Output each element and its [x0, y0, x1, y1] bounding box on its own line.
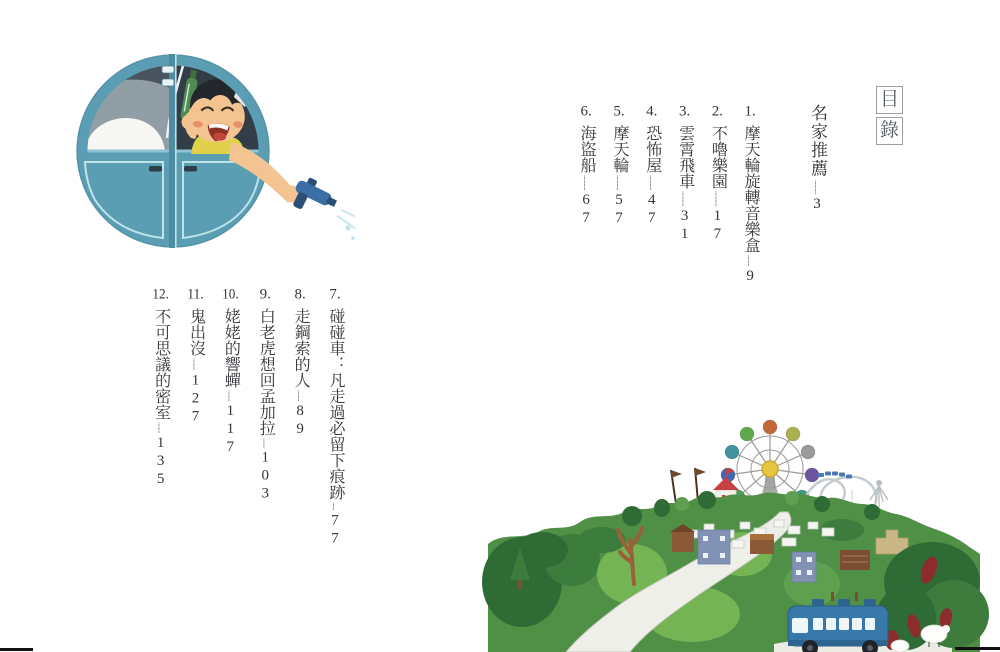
entry-page: 57 — [610, 192, 627, 229]
entry-title: 走鋼索的人 — [292, 308, 310, 388]
entry-title: 碰碰車：凡走過必留下痕跡 — [327, 308, 344, 500]
water-spray — [337, 210, 355, 264]
entry-title: 摩天輪旋轉音樂盒 — [742, 125, 760, 253]
leader-dots: ........... — [680, 191, 690, 207]
leader-dots: .......... — [813, 180, 822, 194]
toc-entry-recommend — [799, 104, 834, 286]
entry-number: 2. — [711, 104, 723, 119]
entry-page: 77 — [327, 512, 343, 549]
toc-title-char-1: 目 — [876, 86, 903, 114]
toc-entry-8 — [282, 287, 317, 548]
door-handle-left — [149, 166, 162, 172]
entry-number: 4. — [646, 104, 658, 119]
boy-watergun-porthole-illustration — [65, 38, 355, 268]
toc-entry-9 — [247, 287, 282, 548]
entry-number: 11. — [187, 287, 204, 302]
toc-left-page — [143, 287, 352, 548]
entry-title: 摩天輪 — [610, 125, 628, 173]
toc-entry-4 — [635, 104, 668, 286]
page-edge-line-right — [955, 647, 1000, 650]
toc-entry-1 — [733, 104, 766, 286]
entry-title: 不嚕樂園 — [709, 125, 727, 189]
toc-entry-2 — [701, 104, 734, 286]
entry-page: 67 — [578, 192, 595, 229]
toc-entry-6 — [569, 104, 602, 286]
leader-dots: ........ — [296, 390, 306, 401]
entry-page: 135 — [152, 435, 169, 489]
entry-page: 47 — [643, 192, 660, 229]
entry-number: 7. — [329, 287, 341, 302]
entry-number: 6. — [580, 104, 592, 119]
entry-number: 3. — [678, 104, 691, 119]
amusement-park-hill-illustration — [482, 412, 992, 652]
entry-title: 不可思議的密室 — [152, 308, 170, 420]
toc-entry-5 — [602, 104, 635, 286]
entry-title: 名家推薦 — [808, 104, 827, 178]
entry-page: 3 — [809, 195, 825, 214]
toc-entry-7 — [317, 287, 352, 548]
entry-page: 127 — [187, 372, 204, 427]
toc-title-char-2: 錄 — [876, 117, 903, 145]
entry-number: 1. — [744, 104, 756, 119]
entry-page: 9 — [742, 268, 759, 286]
toc-entry-3 — [668, 104, 701, 286]
leader-dots: ........... — [582, 175, 592, 191]
toc-entry-12 — [143, 287, 178, 548]
leader-dots: ........ — [156, 422, 166, 433]
entry-number: 9. — [259, 287, 271, 302]
entry-title: 海盜船 — [578, 125, 596, 173]
toc-entry-11 — [178, 287, 213, 548]
entry-page: 103 — [257, 449, 274, 504]
entry-title: 白老虎想回孟加拉 — [257, 308, 275, 436]
door-handle-right — [184, 166, 197, 172]
entry-title: 雲霄飛車 — [676, 125, 694, 189]
leader-dots: ........... — [647, 175, 657, 191]
toc-title — [876, 86, 903, 148]
page-edge-line-left — [0, 648, 33, 651]
entry-title: 姥姥的響蟬 — [222, 308, 240, 388]
entry-page: 117 — [222, 403, 239, 457]
entry-page: 31 — [676, 208, 693, 245]
leader-dots: ........... — [713, 191, 723, 207]
entry-number: 10. — [222, 287, 239, 302]
leader-dots: ........... — [614, 175, 624, 191]
leader-dots: ....... — [261, 438, 271, 448]
leader-dots: ........ — [226, 390, 236, 401]
entry-number: 12. — [152, 287, 169, 302]
entry-page: 17 — [709, 208, 726, 245]
entry-title: 鬼出沒 — [187, 308, 205, 356]
toc-entry-10 — [213, 287, 248, 548]
entry-number: 8. — [294, 287, 306, 302]
leader-dots: ...... — [331, 502, 340, 511]
leader-dots: ......... — [191, 358, 201, 371]
entry-title: 恐怖屋 — [643, 125, 661, 173]
entry-page: 89 — [292, 403, 309, 439]
entry-number: 5. — [613, 104, 625, 119]
coaster-train — [818, 472, 852, 479]
toc-right-page — [569, 104, 834, 286]
leader-dots: ........ — [746, 255, 756, 266]
